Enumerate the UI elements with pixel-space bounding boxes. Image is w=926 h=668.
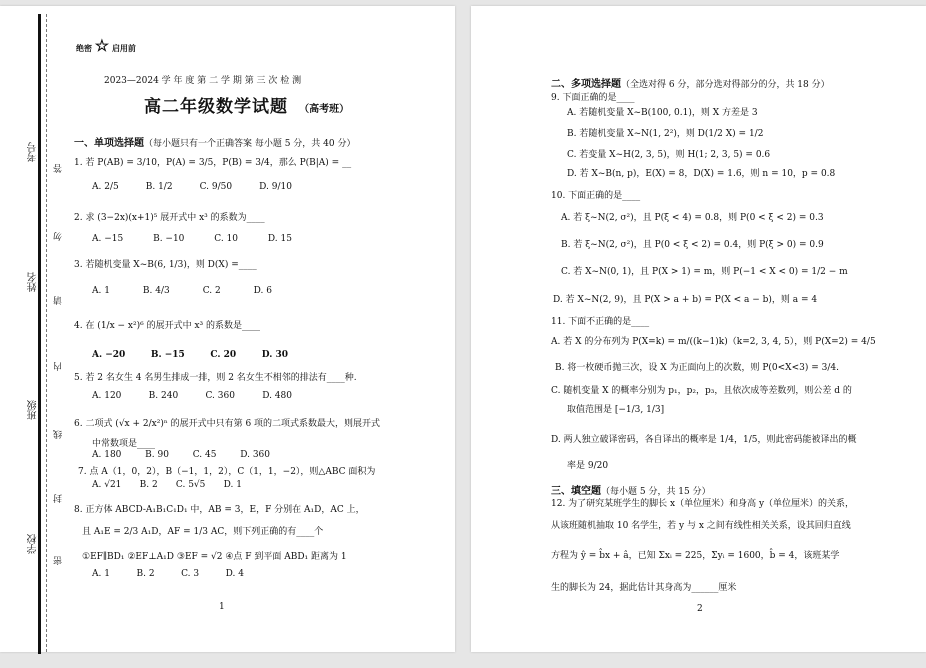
question-11-option-c: C. 随机变量 X 的概率分别为 p₁，p₂，p₃，且依次成等差数列，则公差 d 的 [551,386,852,396]
exam-session-line: 2023—2024 学 年 度 第 二 学 期 第 三 次 检 测 [104,76,302,86]
option-d: D. 15 [267,234,292,244]
option-c: C. 3 [181,569,200,579]
question-4: 4. 在 (1/x − x²)⁶ 的展开式中 x³ 的系数是____ [74,321,260,331]
question-6-cont: 中常数项是____ [92,439,156,449]
option-a: A. 180 [92,450,122,460]
question-3-options [92,286,272,296]
option-d: D. 480 [262,391,292,401]
question-5: 5. 若 2 名女生 4 名男生排成一排，则 2 名女生不相邻的排法有____种. [74,373,357,383]
question-7: 7. 点 A（1，0，2），B（−1，1，2），C（1，1，−2），则△ABC 面积为 [78,467,376,477]
question-10-option-b: B. 若 ξ~N(2, σ²)，且 P(0 < ξ < 2) = 0.4，则 P(ξ > 0) = 0.9 [561,240,824,250]
seal-word: 线 [54,430,64,439]
question-1: 1. 若 P(AB) = 3/10，P(A) = 3/5，P(B) = 3/4，那么 P(B|A) = __ [74,158,352,168]
question-12-cont-2: 方程为 ŷ = b̂x + â，已知 Σxᵢ = 225，Σyᵢ = 1600，b̂ = 4，该班某学 [551,551,840,561]
question-6-options [92,450,270,460]
question-9: 9. 下面正确的是____ [551,93,635,103]
section2-heading: 二、多项选择题（全选对得 6 分，部分选对得部分的分，共 18 分） [551,79,830,90]
question-11-option-d: D. 两人独立破译密码，各自译出的概率是 1/4，1/5，则此密码能被译出的概 [551,435,857,445]
question-12: 12. 为了研究某班学生的脚长 x（单位厘米）和身高 y（单位厘米）的关系， [551,499,855,509]
question-10-option-d: D. 若 X~N(2, 9)，且 P(X > a + b) = P(X < a − b)，则 a = 4 [553,295,818,305]
option-c: C. 20 [210,350,237,360]
confidential-stamp: 绝密 ☆ 启用前 [76,36,136,55]
option-d: D. 360 [240,450,270,460]
option-c: C. 360 [205,391,235,401]
option-a: A. √21 [92,480,122,490]
option-a: A. 120 [92,391,122,401]
page-number: 1 [219,602,225,612]
option-b: B. 4/3 [142,286,170,296]
option-a: A. 1 [92,569,110,579]
question-6: 6. 二项式 (√x + 2/x²)ⁿ 的展开式中只有第 6 项的二项式系数最大，则展开式 [74,419,381,429]
question-7-options [92,480,242,490]
option-a: A. 2/5 [92,182,119,192]
binding-label-school: 学校 [28,534,39,554]
question-5-options [92,391,292,401]
option-c: C. 45 [192,450,217,460]
binding-label-exam-number: 考号 [28,142,39,162]
option-a: A. −20 [92,350,126,360]
option-a: A. 1 [92,286,110,296]
option-d: D. 9/10 [259,182,292,192]
seal-word: 封 [54,494,64,503]
page-number: 2 [697,604,703,614]
option-b: B. 240 [148,391,179,401]
seal-word: 内 [54,362,64,371]
option-c: C. 9/50 [199,182,233,192]
question-9-option-a: A. 若随机变量 X~B(100, 0.1)，则 X 方差是 3 [567,108,758,118]
exam-page-2 [471,6,926,652]
exam-page-1 [0,6,455,652]
question-11-option-b: B. 将一枚硬币抛三次，设 X 为正面向上的次数，则 P(0<X<3) = 3/4. [555,363,839,373]
question-12-cont-3: 生的脚长为 24，据此估计其身高为______厘米 [551,583,737,593]
option-b: B. 2 [139,480,158,490]
option-c: C. 2 [202,286,221,296]
question-11-option-d-cont: 率是 9/20 [567,461,609,471]
question-10-option-a: A. 若 ξ~N(2, σ²)，且 P(ξ < 4) = 0.8，则 P(0 < ξ < 2) = 0.3 [561,213,824,223]
seal-word: 密 [54,556,64,565]
question-12-cont-1: 从该班随机抽取 10 名学生，若 y 与 x 之间有线性相关关系，设其回归直线 [551,521,851,531]
option-b: B. 2 [136,569,155,579]
question-9-option-b: B. 若随机变量 X~N(1, 2²)，则 D(1/2 X) = 1/2 [567,129,764,139]
option-b: B. −15 [150,350,185,360]
question-9-option-d: D. 若 X~B(n, p)，E(X) = 8，D(X) = 1.6，则 n = 10，p = 0.8 [567,169,836,179]
option-b: B. 90 [145,450,169,460]
question-3: 3. 若随机变量 X~B(6, 1/3)，则 D(X) =____ [74,260,257,270]
option-d: D. 1 [223,480,242,490]
question-1-options [92,182,292,192]
option-c: C. 10 [214,234,239,244]
star-icon: ☆ [94,36,110,55]
question-10: 10. 下面正确的是____ [551,191,641,201]
question-10-option-c: C. 若 X~N(0, 1)，且 P(X > 1) = m，则 P(−1 < X < 0) = 1/2 − m [561,267,848,277]
option-a: A. −15 [92,234,124,244]
question-9-option-c: C. 若变量 X~H(2, 3, 5)，则 H(1; 2, 3, 5) = 0.6 [567,150,771,160]
section1-heading: 一、单项选择题（每小题只有一个正确答案 每小题 5 分，共 40 分） [74,138,356,149]
seal-dashed-line [46,14,47,652]
question-2-options [92,234,292,244]
question-8-statements: ①EF∥BD₁ ②EF⊥A₁D ③EF = √2 ④点 F 到平面 ABD₁ 距离为 1 [82,552,347,562]
option-b: B. 1/2 [145,182,173,192]
question-2: 2. 求 (3−2x)(x+1)⁵ 展开式中 x³ 的系数为____ [74,213,265,223]
question-11: 11. 下面不正确的是____ [551,317,650,327]
question-8-options [92,569,244,579]
option-c: C. 5√5 [175,480,206,490]
option-d: D. 4 [225,569,244,579]
section3-heading: 三、填空题（每小题 5 分，共 15 分） [551,486,711,497]
page-title: 高二年级数学试题 （高考班） [144,97,350,117]
binding-label-name: 姓名 [28,272,39,292]
option-d: D. 6 [253,286,272,296]
question-11-option-c-cont: 取值范围是 [−1/3, 1/3] [567,405,665,415]
question-8-cont: 且 A₁E = 2/3 A₁D，AF = 1/3 AC，则下列正确的有____个 [82,527,324,537]
question-11-option-a: A. 若 X 的分布列为 P(X=k) = m/((k−1)k)（k=2, 3, 4, 5），则 P(X=2) = 4/5 [551,337,876,347]
question-8: 8. 正方体 ABCD-A₁B₁C₁D₁ 中，AB = 3，E，F 分别在 A₁D，AC 上， [74,505,365,515]
seal-word: 答 [54,164,64,173]
option-d: D. 30 [261,350,288,360]
seal-word: 请 [54,296,64,305]
question-4-options [92,350,288,360]
binding-line [38,14,41,654]
seal-word: 勿 [54,232,64,241]
binding-label-class: 班级 [28,400,39,420]
option-b: B. −10 [153,234,185,244]
